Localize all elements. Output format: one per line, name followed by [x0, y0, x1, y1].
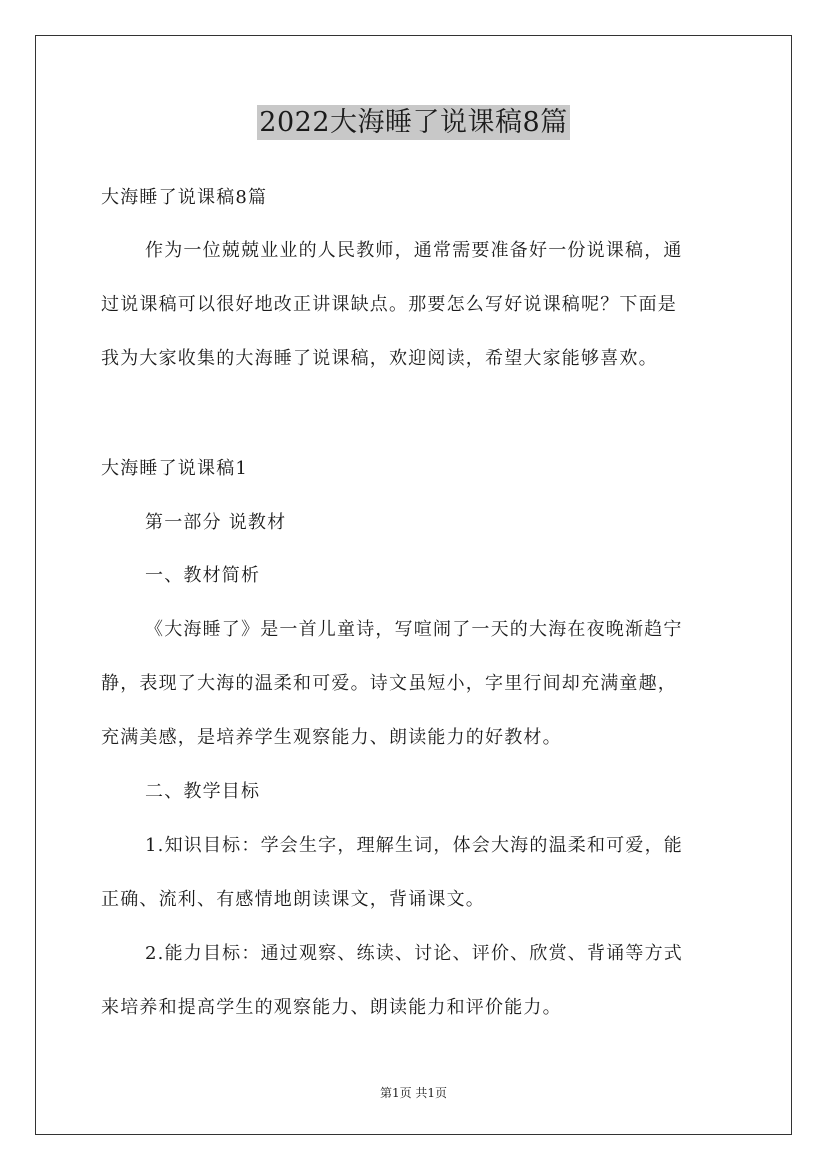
sub1-line-3: 充满美感，是培养学生观察能力、朗读能力的好教材。: [101, 727, 562, 748]
sub1-line-2: 静，表现了大海的温柔和可爱。诗文虽短小，字里行间却充满童趣，: [101, 673, 677, 694]
intro-line-3: 我为大家收集的大海睡了说课稿，欢迎阅读，希望大家能够喜欢。: [101, 348, 658, 369]
page-footer: 第1页 共1页: [379, 1086, 448, 1100]
part1-heading: 第一部分 说教材: [145, 512, 287, 533]
document-subtitle: 大海睡了说课稿8篇: [101, 187, 268, 208]
intro-line-2: 过说课稿可以很好地改正讲课缺点。那要怎么写好说课稿呢？下面是: [101, 294, 677, 315]
document-title-wrap: [0, 100, 827, 139]
sub2-heading: 二、教学目标: [145, 781, 261, 802]
intro-line-1: 作为一位兢兢业业的人民教师，通常需要准备好一份说课稿，通: [145, 240, 683, 261]
section1-title: 大海睡了说课稿1: [101, 458, 249, 479]
goal2-line-1: 2.能力目标：通过观察、练读、讨论、评价、欣赏、背诵等方式: [145, 943, 683, 964]
document-title: 2022大海睡了说课稿8篇: [259, 107, 568, 138]
sub1-line-1: 《大海睡了》是一首儿童诗，写喧闹了一天的大海在夜晚渐趋宁: [145, 619, 683, 640]
goal1-line-1: 1.知识目标：学会生字，理解生词，体会大海的温柔和可爱，能: [145, 835, 683, 856]
sub1-heading: 一、教材简析: [145, 565, 261, 586]
goal1-line-2: 正确、流利、有感情地朗读课文，背诵课文。: [101, 889, 485, 910]
goal2-line-2: 来培养和提高学生的观察能力、朗读能力和评价能力。: [101, 997, 562, 1018]
